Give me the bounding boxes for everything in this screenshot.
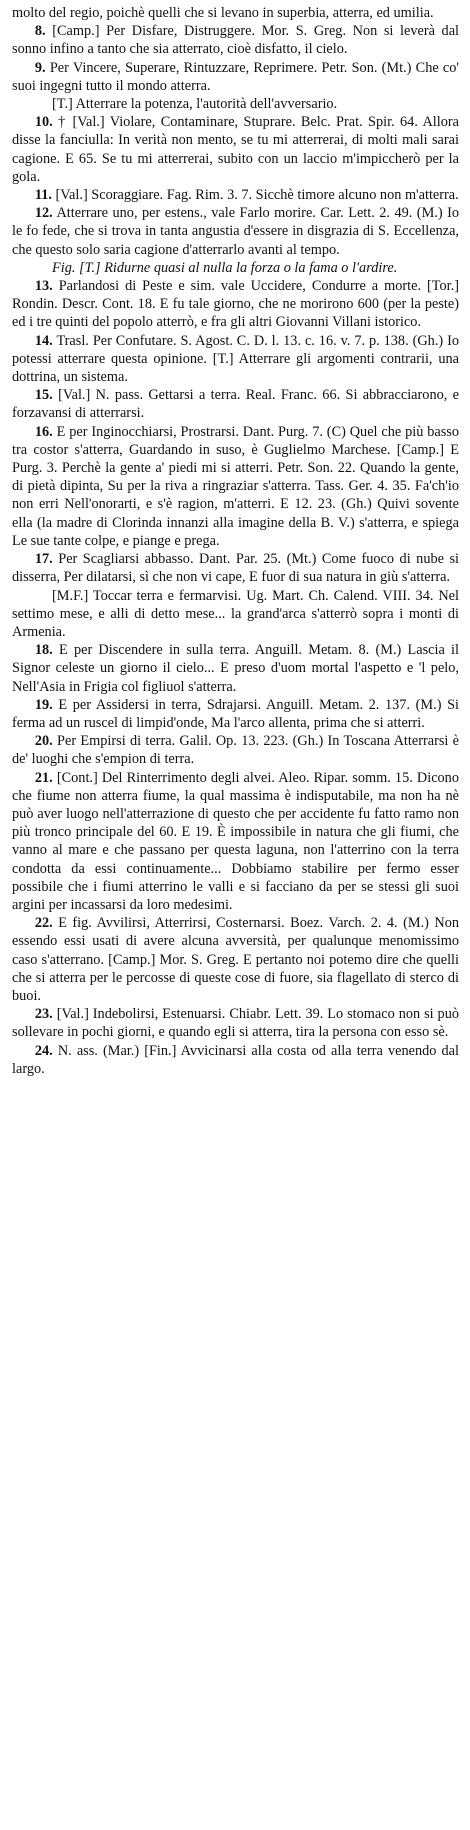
entry-text: E per Assidersi in terra, Sdrajarsi. Anguill. Metam. 2. 137. (M.) Si ferma ad un ruscel di limpid'onde, Ma l'arco allenta, prima che si atterri. — [12, 696, 460, 731]
entry-20 — [12, 732, 459, 768]
entry-21 — [12, 769, 459, 915]
entry-number: 15. — [34, 387, 53, 404]
entry-number: 19. — [34, 696, 53, 713]
entry-text: Parlandosi di Peste e sim. vale Uccidere, Condurre a morte. [Tor.] Rondin. Descr. Cont. 18. E fu tale giorno, che ne morirono 600 (per la peste) ed i tre quinti del popolo atterrò, e fra gli altri Giovanni Villani istorico. — [12, 278, 459, 331]
entry-text: Per Empirsi di terra. Galil. Op. 13. 223. (Gh.) In Toscana Atterrarsi è de' luoghi che s'empion di terra. — [12, 733, 460, 768]
entry-text: [T.] Atterrare la potenza, l'autorità dell'avversario. — [52, 96, 338, 113]
entry-9 — [12, 59, 459, 95]
entry-24 — [12, 1042, 459, 1078]
entry-number: 20. — [34, 733, 53, 750]
entry-16 — [12, 423, 459, 550]
entry-text: [Val.] N. pass. Gettarsi a terra. Real. Franc. 66. Si abbracciarono, e forzavansi di atterrarsi. — [12, 387, 459, 422]
entry-continuation — [12, 4, 459, 22]
entry-11 — [12, 186, 459, 204]
entry-text: [Camp.] Per Disfare, Distruggere. Mor. S. Greg. Non si leverà dal sonno infino a tanto che sia atterrato, cioè disfatto, il cielo. — [12, 23, 460, 58]
entry-14 — [12, 332, 459, 387]
entry-text: Atterrare uno, per estens., vale Farlo morire. Car. Lett. 2. 49. (M.) Io le fo fede, che si trova in tanta angustia d'essere in disgrazia di S. Eccellenza, che questo solo saria cagione d'atterrarlo avanti al tempo. — [12, 205, 459, 258]
entry-number: 9. — [34, 59, 46, 76]
entry-text: Per Scagliarsi abbasso. Dant. Par. 25. (Mt.) Come fuoco di nube si disserra, Per dilatarsi, sì che non vi cape, E fuor di sua natura in giù s'atterra. — [12, 551, 459, 586]
entry-number: 11. — [34, 187, 52, 204]
entry-22 — [12, 914, 459, 1005]
entry-text: [Val.] Scoraggiare. Fag. Rim. 3. 7. Sicchè timore alcuno non m'atterra. — [55, 187, 459, 204]
entry-17-sub — [12, 587, 459, 642]
entry-number: 21. — [34, 769, 53, 786]
entry-text: [Val.] Indebolirsi, Estenuarsi. Chiabr. Lett. 39. Lo stomaco non si può sollevare in pochi giorni, e quando egli si atterra, tira la persona con esso sè. — [12, 1006, 459, 1041]
entry-text: [M.F.] Toccar terra e fermarvisi. Ug. Mart. Ch. Calend. VIII. 34. Nel settimo mese, e alli di detto mese... la grand'arca s'atterrò sopra i monti di Armenia. — [12, 587, 459, 640]
entry-number: 12. — [34, 205, 53, 222]
entry-text: Trasl. Per Confutare. S. Agost. C. D. l. 13. c. 16. v. 7. p. 138. (Gh.) Io potessi atterrare questa opinione. [T.] Atterrare gli argomenti contrarii, una dottrina, un sistema. — [12, 332, 459, 386]
entry-19 — [12, 696, 459, 732]
entry-9-sub — [12, 95, 459, 113]
entry-text: E fig. Avvilirsi, Atterrirsi, Costernarsi. Boez. Varch. 2. 4. (M.) Non essendo essi usati di avere alcuna avversità, per qualunque menomissimo caso s'atterrano. [Camp.] Mor. S. Greg. E pertanto noi potemo dire che quelli che si atterra per le percosse di queste cose di fuore, sia flagellato di sterco di buoi. — [12, 915, 459, 1004]
entry-text: † [Val.] Violare, Contaminare, Stuprare. Belc. Prat. Spir. 64. Allora disse la fanciulla: In verità non mento, se tu mi atterrerai, di molti mali sarai cagione. E 65. Se tu mi atterrerai, subito con un laccio m'impiccherò per la gola. — [12, 114, 460, 185]
entry-text: [Cont.] Del Rinterrimento degli alvei. Aleo. Ripar. somm. 15. Dicono che fiume non atterra fiume, la qual massima è indisputabile, ma non ha nè può aver luogo nell'atterrazione di questo che per accidente fu fatto ramo non più tronco principale del 60. E 19. È impossibile in natura che gli fiumi, che vanno al mare e che passano per questa laguna, non l'atterrino con la terra condotta da essi continuamente... Dobbiamo stabilire per fermo esser possibile che i fiumi atterrino le valli e si facciano da per se stessi gli suoi argini per incassarsi da loro medesimi. — [12, 769, 459, 913]
entry-12-sub — [12, 259, 459, 277]
entry-text: Fig. [T.] Ridurne quasi al nulla la forza o la fama o l'ardire. — [52, 259, 398, 276]
entry-text: E per Discendere in sulla terra. Anguill. Metam. 8. (M.) Lascia il Signor celeste un giorno il cielo... E preso d'uom mortal l'aspetto e 'l pelo, Nell'Asia in Frigia col figliuol s'atterra. — [12, 642, 460, 695]
entry-text: N. ass. (Mar.) [Fin.] Avvicinarsi alla costa od alla terra venendo dal largo. — [12, 1042, 459, 1077]
entry-text: molto del regio, poichè quelli che si levano in superbia, atterra, ed umilia. — [12, 5, 434, 21]
entry-number: 22. — [34, 915, 53, 932]
entry-number: 23. — [34, 1006, 53, 1023]
entry-number: 18. — [34, 642, 53, 659]
entry-number: 14. — [34, 332, 53, 349]
entry-number: 8. — [34, 23, 46, 40]
entry-23 — [12, 1005, 459, 1041]
entry-number: 17. — [34, 551, 53, 568]
entry-13 — [12, 277, 459, 332]
entry-text: Per Vincere, Superare, Rintuzzare, Reprimere. Petr. Son. (Mt.) Che co' suoi ingegni tutto il mondo atterra. — [12, 59, 459, 94]
entry-text: E per Inginocchiarsi, Prostrarsi. Dant. Purg. 7. (C) Quel che più basso tra costor s'atterra, Guardando in suso, è Guglielmo Marchese. [Camp.] E Purg. 3. Perchè la gente a' piedi mi si atterri. Petr. Son. 22. Quando la gente, di pietà dipinta, Su per la riva a ringraziar s'atterra. Tass. Ger. 4. 35. Fa'ch'io non erri Nell'onorarti, e s'è ragion, m'atterri. E 12. 23. (Gh.) Quivi sovente ella (la madre di Clorinda innanzi alla imagine della B. V.) s'atterra, e spiega Le sue tante colpe, e piange e prega. — [12, 423, 459, 549]
entry-18 — [12, 641, 459, 696]
entry-number: 10. — [34, 114, 53, 131]
entry-10 — [12, 113, 459, 186]
entry-number: 24. — [34, 1042, 53, 1059]
entry-number: 13. — [34, 278, 53, 295]
entry-15 — [12, 386, 459, 422]
entry-12 — [12, 204, 459, 259]
entry-number: 16. — [34, 423, 53, 440]
entry-8 — [12, 22, 459, 58]
entry-17 — [12, 550, 459, 586]
